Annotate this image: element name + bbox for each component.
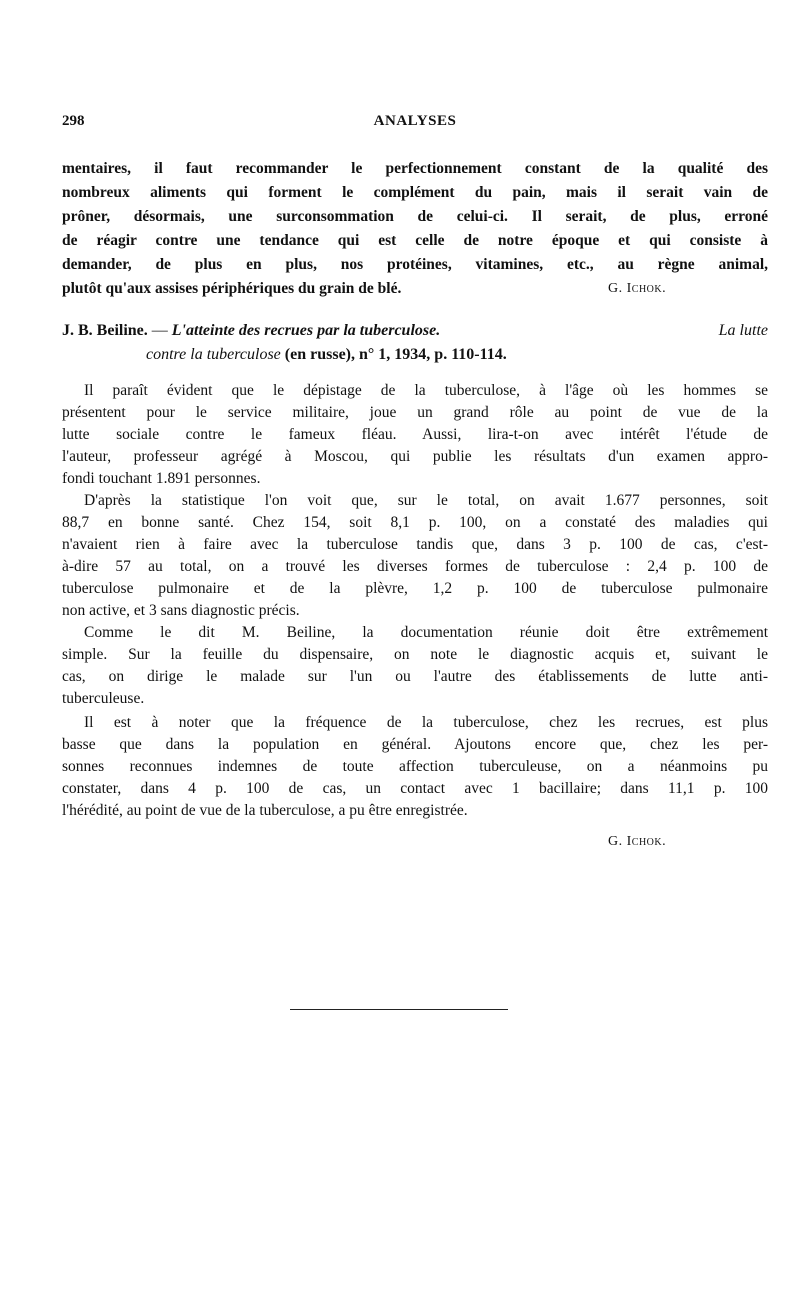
- journal-name-part-1: La lutte: [718, 322, 768, 339]
- text-line: 88,7 en bonne santé. Chez 154, soit 8,1 p. 100, on a constaté des maladies qui: [62, 514, 768, 531]
- text-line: constater, dans 4 p. 100 de cas, un contact avec 1 bacillaire; dans 11,1 p. 100: [62, 780, 768, 797]
- text-line: n'avaient rien à faire avec la tuberculose tandis que, dans 3 p. 100 de cas, c'est-: [62, 536, 768, 553]
- heading-dash: —: [147, 322, 172, 339]
- text-line: sonnes reconnues indemnes de toute affection tuberculeuse, on a néanmoins pu: [62, 758, 768, 775]
- text-line: fondi touchant 1.891 personnes.: [62, 470, 261, 487]
- review-citation: [146, 344, 507, 366]
- text-line: D'après la statistique l'on voit que, sur le total, on avait 1.677 personnes, soit: [84, 492, 768, 509]
- journal-name-part-2: contre la tuberculose: [146, 346, 281, 363]
- running-header: [62, 113, 768, 137]
- text-line: demander, de plus en plus, nos protéines, vitamines, etc., au règne animal,: [62, 256, 768, 273]
- citation-details: (en russe), n° 1, 1934, p. 110-114.: [280, 346, 507, 363]
- text-line: basse que dans la population en général. Ajoutons encore que, chez les per-: [62, 736, 768, 753]
- running-title: ANALYSES: [373, 113, 457, 129]
- section-divider: [290, 1009, 508, 1010]
- text-line: lutte sociale contre le fameux fléau. Aussi, lira-t-on avec intérêt l'étude de: [62, 426, 768, 443]
- text-line: l'auteur, professeur agrégé à Moscou, qui publie les résultats d'un examen appro-: [62, 448, 768, 465]
- text-line: l'hérédité, au point de vue de la tuberculose, a pu être enregistrée.: [62, 802, 468, 819]
- text-line: Il est à noter que la fréquence de la tuberculose, chez les recrues, est plus: [84, 714, 768, 731]
- signature: G. Ichok.: [608, 281, 667, 296]
- text-line: Comme le dit M. Beiline, la documentation réunie doit être extrêmement: [84, 624, 768, 641]
- text-line: tuberculose pulmonaire et de la plèvre, 1,2 p. 100 de tuberculose pulmonaire: [62, 580, 768, 597]
- text-line: de réagir contre une tendance qui est celle de notre époque et qui consiste à: [62, 232, 768, 249]
- page-number: 298: [62, 113, 85, 129]
- review-author: J. B. Beiline.: [62, 322, 148, 339]
- text-line: prôner, désormais, une surconsommation de celui-ci. Il serait, de plus, erroné: [62, 208, 768, 225]
- text-line: mentaires, il faut recommander le perfectionnement constant de la qualité des: [62, 160, 768, 177]
- text-line: simple. Sur la feuille du dispensaire, on note le diagnostic acquis et, suivant le: [62, 646, 768, 663]
- text-line: cas, on dirige le malade sur l'un ou l'autre des établissements de lutte anti-: [62, 668, 768, 685]
- text-line: Il paraît évident que le dépistage de la tuberculose, à l'âge où les hommes se: [84, 382, 768, 399]
- text-line: plutôt qu'aux assises périphériques du grain de blé.: [62, 280, 402, 297]
- signature: G. Ichok.: [608, 834, 667, 849]
- text-line: non active, et 3 sans diagnostic précis.: [62, 602, 300, 619]
- text-line: à-dire 57 au total, on a trouvé les diverses formes de tuberculose : 2,4 p. 100 de: [62, 558, 768, 575]
- text-line: nombreux aliments qui forment le complément du pain, mais il serait vain de: [62, 184, 768, 201]
- text-line: tuberculeuse.: [62, 690, 145, 707]
- review-heading: [62, 320, 768, 342]
- text-line: présentent pour le service militaire, joue un grand rôle au point de vue de la: [62, 404, 768, 421]
- review-title: L'atteinte des recrues par la tuberculose.: [171, 322, 441, 339]
